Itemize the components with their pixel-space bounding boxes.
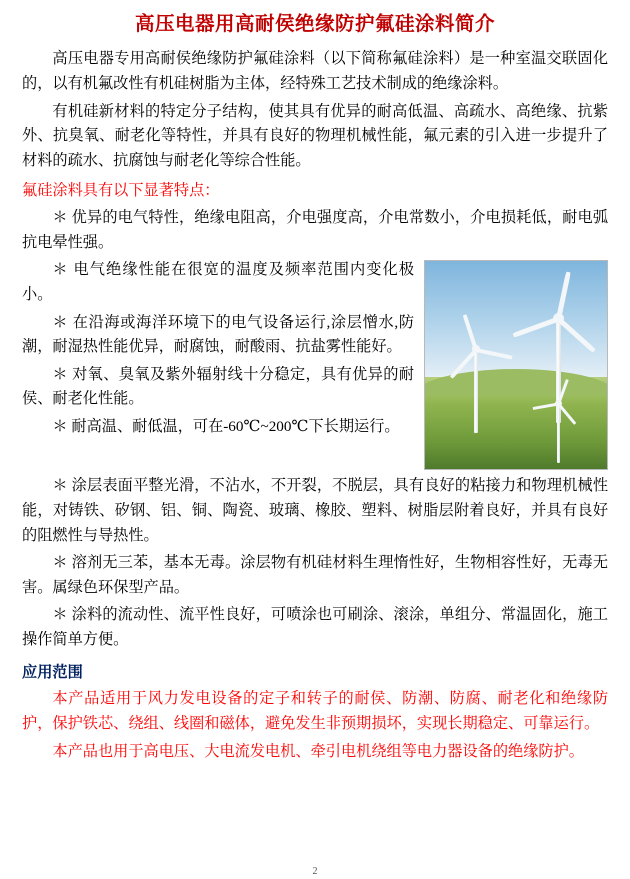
feature-item-5: ＊ 耐高温、耐低温，可在-60℃~200℃下长期运行。 [52, 418, 400, 436]
turbine-blade [557, 379, 569, 404]
turbine-blade [513, 317, 560, 338]
intro-paragraph-2: 有机硅新材料的特定分子结构，使其具有优异的耐高低温、高疏水、高绝缘、抗紫外、抗臭氧、耐老化等特性，并具有良好的物理机械性能，氟元素的引入进一步提升了材料的疏水、抗腐蚀与耐老化等综合性能。 [22, 102, 608, 169]
page-title: 高压电器用高耐侯绝缘防护氟硅涂料简介 [134, 14, 495, 35]
intro-paragraph-1: 高压电器专用高耐侯绝缘防护氟硅涂料（以下简称氟硅涂料）是一种室温交联固化的，以有机氟改性有机硅树脂为主体，经特殊工艺技术制成的绝缘涂料。 [22, 50, 608, 92]
feature-item-8: ＊ 涂料的流动性、流平性良好，可喷涂也可刷涂、滚涂，单组分、常温固化，施工操作简单方便。 [22, 606, 608, 649]
feature-item-6: ＊ 涂层表面平整光滑，不沾水，不开裂，不脱层，具有良好的粘接力和物理机械性能，对铸铁、矽钢、铝、铜、陶瓷、玻璃、橡胶、塑料、树脂层附着良好，并具有良好的阻燃性与导热性。 [22, 477, 608, 544]
turbine-tower [474, 349, 478, 433]
wind-turbine-photo [424, 260, 608, 470]
turbine-tower [557, 403, 560, 463]
turbine-blade [557, 403, 576, 425]
feature-item-4: ＊ 对氧、臭氧及紫外辐射线十分稳定，具有优异的耐侯、耐老化性能。 [22, 365, 414, 408]
feature-item-7: ＊ 溶剂无三苯，基本无毒。涂层物有机硅材料生理惰性好，生物相容性好，无毒无害。属绿色环保型产品。 [22, 554, 608, 596]
turbine-blade [476, 348, 513, 360]
turbine-blade [556, 272, 571, 320]
turbine-medium [443, 313, 509, 433]
turbine-blade [557, 317, 596, 353]
turbine-blade [533, 403, 559, 410]
feature-item-1: ＊ 优异的电气特性，绝缘电阻高，介电强度高，介电常数小，介电损耗低，耐电弧抗电晕性强。 [22, 209, 608, 251]
turbine-blade [463, 315, 478, 351]
feature-item-2: ＊ 电气绝缘性能在很宽的温度及频率范围内变化极小。 [22, 261, 414, 303]
application-paragraph-1: 本产品适用于风力发电设备的定子和转子的耐侯、防潮、防腐、耐老化和绝缘防护，保护铁芯、绕组、线圈和磁体，避免发生非预期损坏，实现长期稳定、可靠运行。 [22, 690, 608, 732]
feature-item-3: ＊ 在沿海或海洋环境下的电气设备运行,涂层憎水,防潮，耐湿热性能优异，耐腐蚀，耐酸雨、抗盐雾性能好。 [22, 313, 414, 356]
turbine-small [533, 377, 585, 463]
application-paragraph-2: 本产品也用于高电压、大电流发电机、牵引电机绕组等电力器设备的绝缘防护。 [52, 742, 584, 760]
features-heading: 氟硅涂料具有以下显著特点： [22, 182, 220, 200]
page-number: 2 [312, 866, 318, 877]
application-heading: 应用范围 [22, 663, 83, 681]
